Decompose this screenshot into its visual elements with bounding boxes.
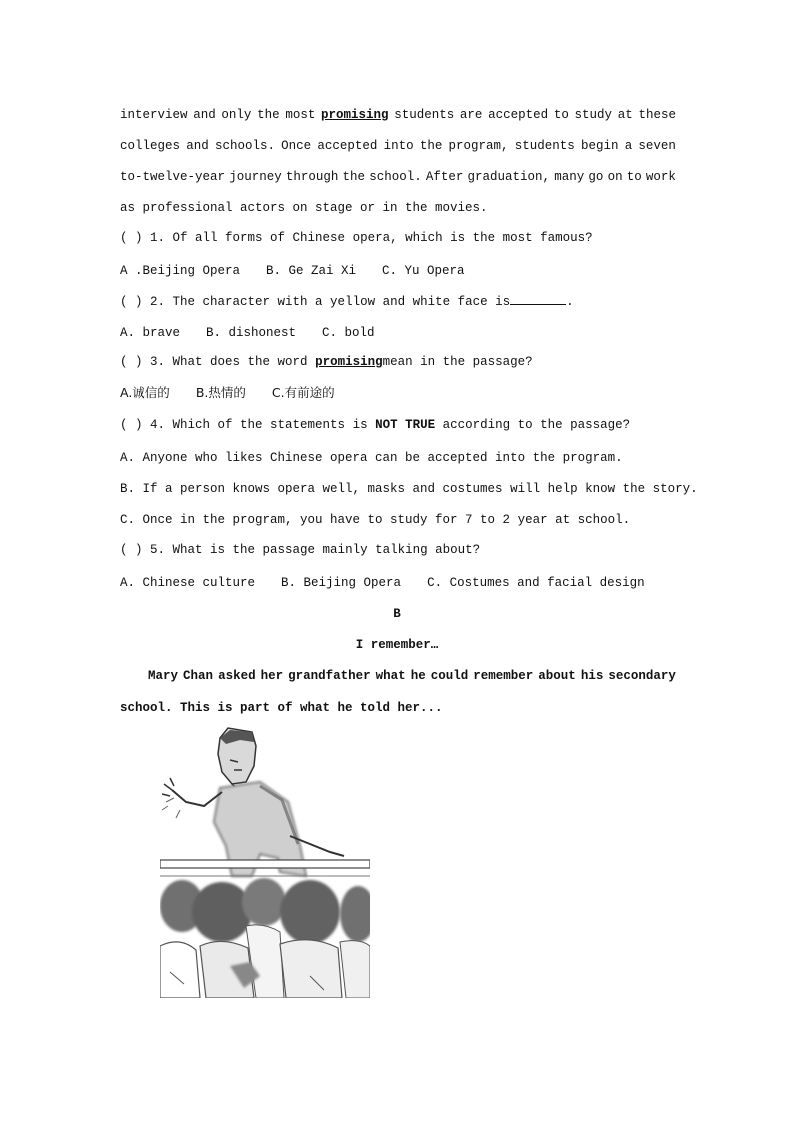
section-b-title: I remember… xyxy=(355,638,439,652)
teacher-classroom-illustration xyxy=(160,726,370,998)
option-c: C. Yu Opera xyxy=(382,264,465,278)
question-2: ( ) 2. The character with a yellow and white face is . xyxy=(120,292,676,310)
keyword-promising: promising xyxy=(315,355,383,369)
option-a: A.诚信的 xyxy=(120,385,170,400)
answer-paren[interactable]: ( ) xyxy=(120,543,143,557)
question-4-option-a: A. Anyone who likes Chinese opera can be accepted into the program. xyxy=(120,451,623,465)
question-4-option-c: C. Once in the program, you have to study for 7 to 2 year at school. xyxy=(120,513,631,527)
section-b-intro-line-2: school. This is part of what he told her... xyxy=(120,701,443,715)
passage-line-2: colleges and schools. Once accepted into the program, students begin a seven xyxy=(120,139,676,153)
question-4-option-b: B. If a person knows opera well, masks and costumes will help know the story. xyxy=(120,482,698,496)
option-c: C. Costumes and facial design xyxy=(427,576,645,590)
option-c: C. bold xyxy=(322,326,375,340)
question-4: ( ) 4. Which of the statements is NOT TRUE according to the passage? xyxy=(120,418,631,432)
answer-paren[interactable]: ( ) xyxy=(120,231,143,245)
question-1-options xyxy=(120,263,676,279)
passage-line-4: as professional actors on stage or in the movies. xyxy=(120,201,488,215)
passage-line-1: interview and only the most promising students are accepted to study at these xyxy=(120,108,676,122)
keyword-not-true: NOT TRUE xyxy=(375,418,436,432)
answer-paren[interactable]: ( ) xyxy=(120,418,143,432)
option-b: B. Ge Zai Xi xyxy=(266,264,357,278)
question-3: ( ) 3. What does the word promisingmean in the passage? xyxy=(120,355,533,369)
option-a: A .Beijing Opera xyxy=(120,264,241,278)
question-3-options xyxy=(120,385,676,401)
passage-line-3: to-twelve-year journey through the school. After graduation, many go on to work xyxy=(120,170,676,184)
question-5-options xyxy=(120,575,676,591)
option-a: A. Chinese culture xyxy=(120,576,256,590)
option-b: B.热情的 xyxy=(195,385,246,400)
section-b-letter: B xyxy=(393,607,401,621)
option-a: A. brave xyxy=(120,326,181,340)
fill-blank[interactable] xyxy=(510,292,566,305)
question-5: ( ) 5. What is the passage mainly talking about? xyxy=(120,543,481,557)
question-2-options xyxy=(120,325,676,341)
answer-paren[interactable]: ( ) xyxy=(120,295,143,309)
keyword-promising: promising xyxy=(321,108,389,122)
answer-paren[interactable]: ( ) xyxy=(120,355,143,369)
question-1: ( ) 1. Of all forms of Chinese opera, which is the most famous? xyxy=(120,231,593,245)
option-b: B. Beijing Opera xyxy=(281,576,402,590)
option-c: C.有前途的 xyxy=(271,385,335,400)
option-b: B. dishonest xyxy=(206,326,297,340)
section-b-intro-line-1: Mary Chan asked her grandfather what he could remember about his secondary xyxy=(148,669,676,683)
